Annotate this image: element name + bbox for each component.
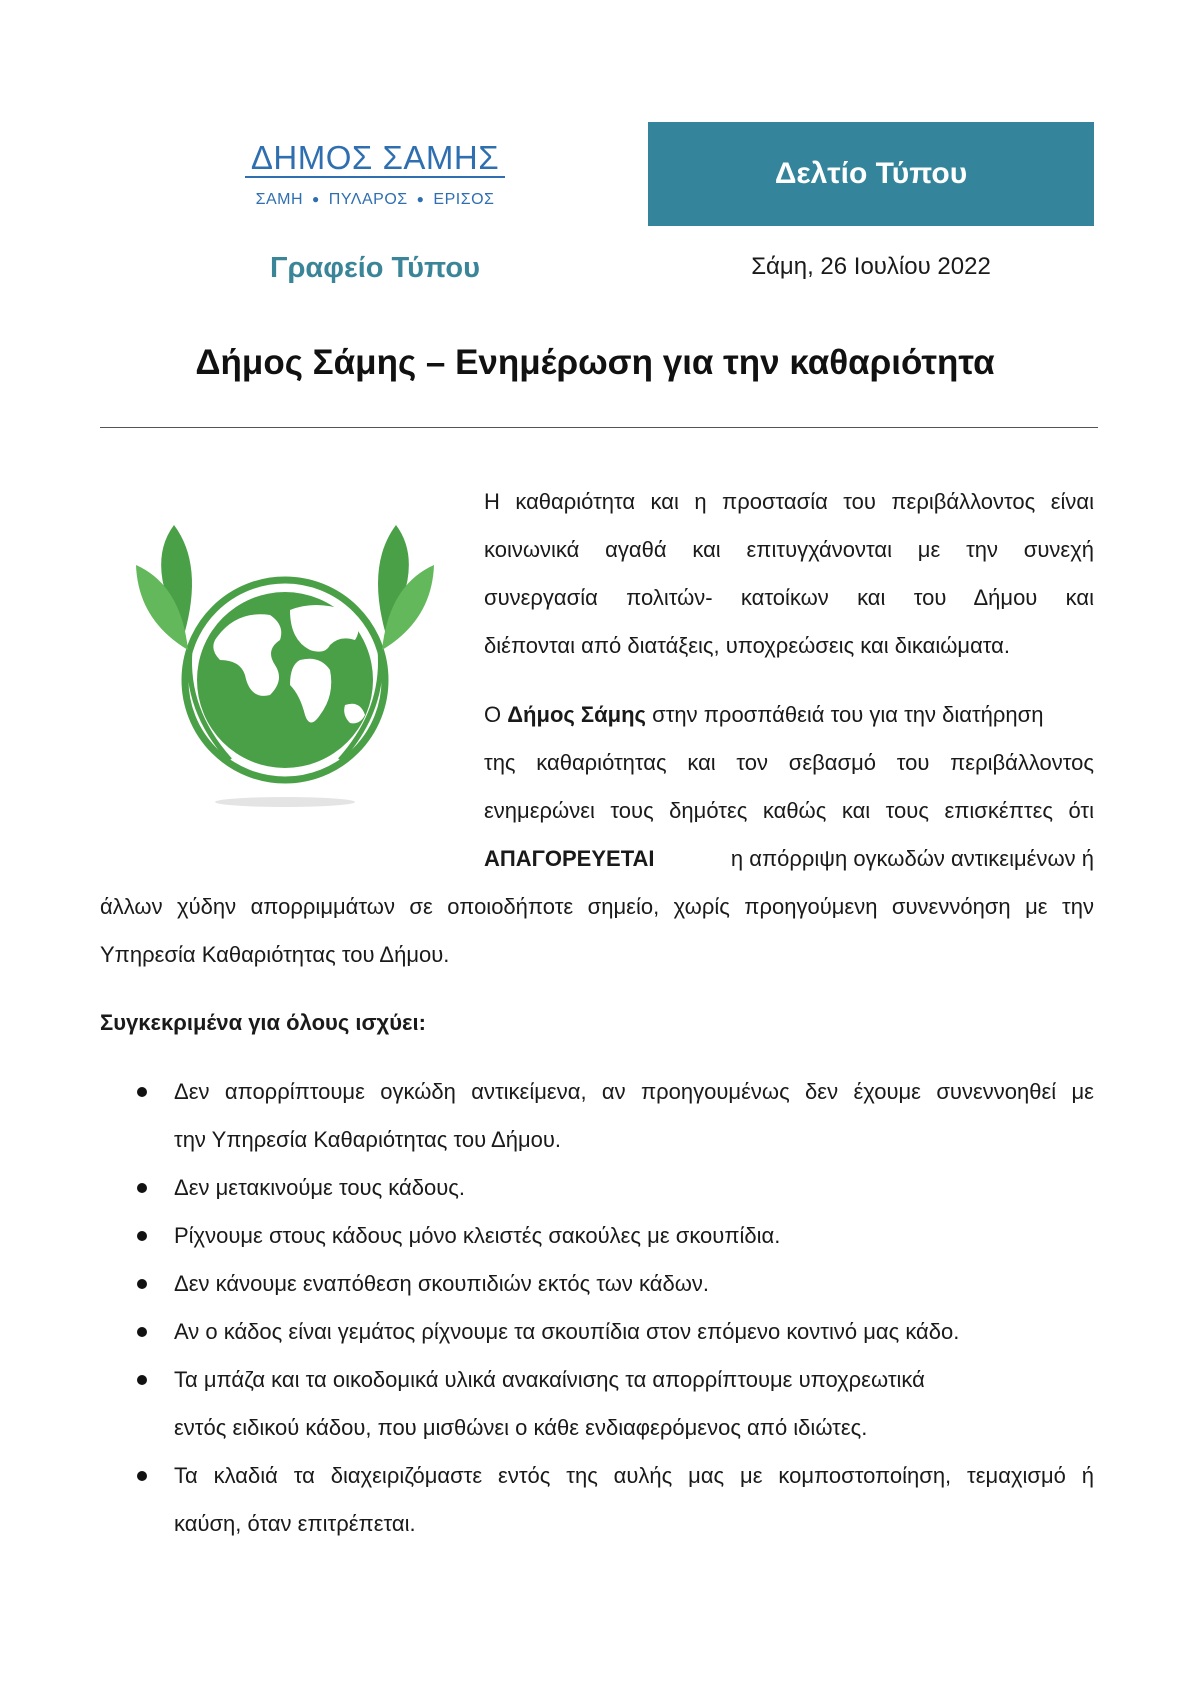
logo-places — [240, 188, 510, 212]
bullet-dot-icon: ● — [416, 192, 425, 206]
bullet-icon — [137, 1279, 147, 1289]
rule-6-line-1: Τα μπάζα και τα οικοδομικά υλικά ανακαίνισης τα απορρίπτουμε υποχρεωτικά — [174, 1367, 925, 1392]
rules-heading: Συγκεκριμένα για όλους ισχύει: — [100, 1010, 426, 1035]
para2-text: στην προσπάθειά του για την διατήρηση — [646, 702, 1044, 727]
green-earth-illustration — [100, 490, 460, 820]
logo-place-2: ΠΥΛΑΡΟΣ — [328, 191, 408, 208]
logo-place-1: ΣΑΜΗ — [255, 191, 304, 208]
rule-2: Δεν μετακινούμε τους κάδους. — [174, 1175, 465, 1200]
para2-line-3: ενημερώνει τους δημότες καθώς και τους επισκέπτες ότι — [484, 798, 1094, 823]
para1-line-3: συνεργασία πολιτών- κατοίκων και του Δήμου και — [484, 585, 1094, 610]
municipality-name-bold: Δήμος Σάμης — [507, 702, 647, 727]
para2-line-1 — [484, 700, 1094, 730]
para2-line-2: της καθαριότητας και τον σεβασμό του περιβάλλοντος — [484, 750, 1094, 775]
para1-line-1: Η καθαριότητα και η προστασία του περιβάλλοντος είναι — [484, 489, 1094, 514]
prohibited-bold: ΑΠΑΓΟΡΕΥΕΤΑΙ — [484, 846, 655, 871]
bullet-icon — [137, 1183, 147, 1193]
rule-7-line-1: Τα κλαδιά τα διαχειριζόμαστε εντός της αυλής μας με κομποστοποίηση, τεμαχισμό ή — [174, 1463, 1094, 1488]
para1-line-2: κοινωνικά αγαθά και επιτυγχάνονται με την συνεχή — [484, 537, 1094, 562]
para2-line-6: Υπηρεσία Καθαριότητας του Δήμου. — [100, 942, 450, 967]
rule-5: Αν ο κάδος είναι γεμάτος ρίχνουμε τα σκουπίδια στον επόμενο κοντινό μας κάδο. — [174, 1319, 960, 1344]
logo-title: ΔΗΜΟΣ ΣΑΜΗΣ — [250, 139, 500, 176]
release-date: Σάμη, 26 Ιουλίου 2022 — [751, 253, 991, 280]
page-title: Δήμος Σάμης – Ενημέρωση για την καθαριότητα — [195, 343, 995, 382]
rule-1-line-1: Δεν απορρίπτουμε ογκώδη αντικείμενα, αν προηγουμένως δεν έχουμε συνεννοηθεί με — [174, 1079, 1094, 1104]
rule-7-line-2: καύση, όταν επιτρέπεται. — [174, 1511, 416, 1536]
para2-line-5: άλλων χύδην απορριμμάτων σε οποιοδήποτε σημείο, χωρίς προηγούμενη συνεννόηση με την — [100, 894, 1094, 919]
logo-place-3: ΕΡΙΣΟΣ — [433, 191, 495, 208]
logo-underline — [245, 176, 505, 178]
bullet-dot-icon: ● — [312, 192, 320, 206]
para2-text: η απόρριψη ογκωδών αντικειμένων ή — [730, 846, 1094, 871]
rule-4: Δεν κάνουμε εναπόθεση σκουπιδιών εκτός των κάδων. — [174, 1271, 710, 1296]
press-release-banner — [648, 122, 1094, 226]
bullet-icon — [137, 1471, 147, 1481]
press-release-label: Δελτίο Τύπου — [774, 157, 968, 190]
para2-text: Ο — [484, 702, 508, 727]
bullet-icon — [137, 1327, 147, 1337]
para1-line-4: διέπονται από διατάξεις, υποχρεώσεις και δικαιώματα. — [484, 633, 1010, 658]
bullet-icon — [137, 1375, 147, 1385]
rule-6-line-2: εντός ειδικού κάδου, που μισθώνει ο κάθε ενδιαφερόμενος από ιδιώτες. — [174, 1415, 868, 1440]
press-office-label: Γραφείο Τύπου — [270, 252, 480, 284]
rule-3: Ρίχνουμε στους κάδους μόνο κλειστές σακούλες με σκουπίδια. — [174, 1223, 781, 1248]
bullet-icon — [137, 1231, 147, 1241]
bullet-icon — [137, 1087, 147, 1097]
para2-line-4 — [484, 844, 1094, 874]
title-divider — [100, 427, 1098, 428]
rule-1-line-2: την Υπηρεσία Καθαριότητας του Δήμου. — [174, 1127, 562, 1152]
